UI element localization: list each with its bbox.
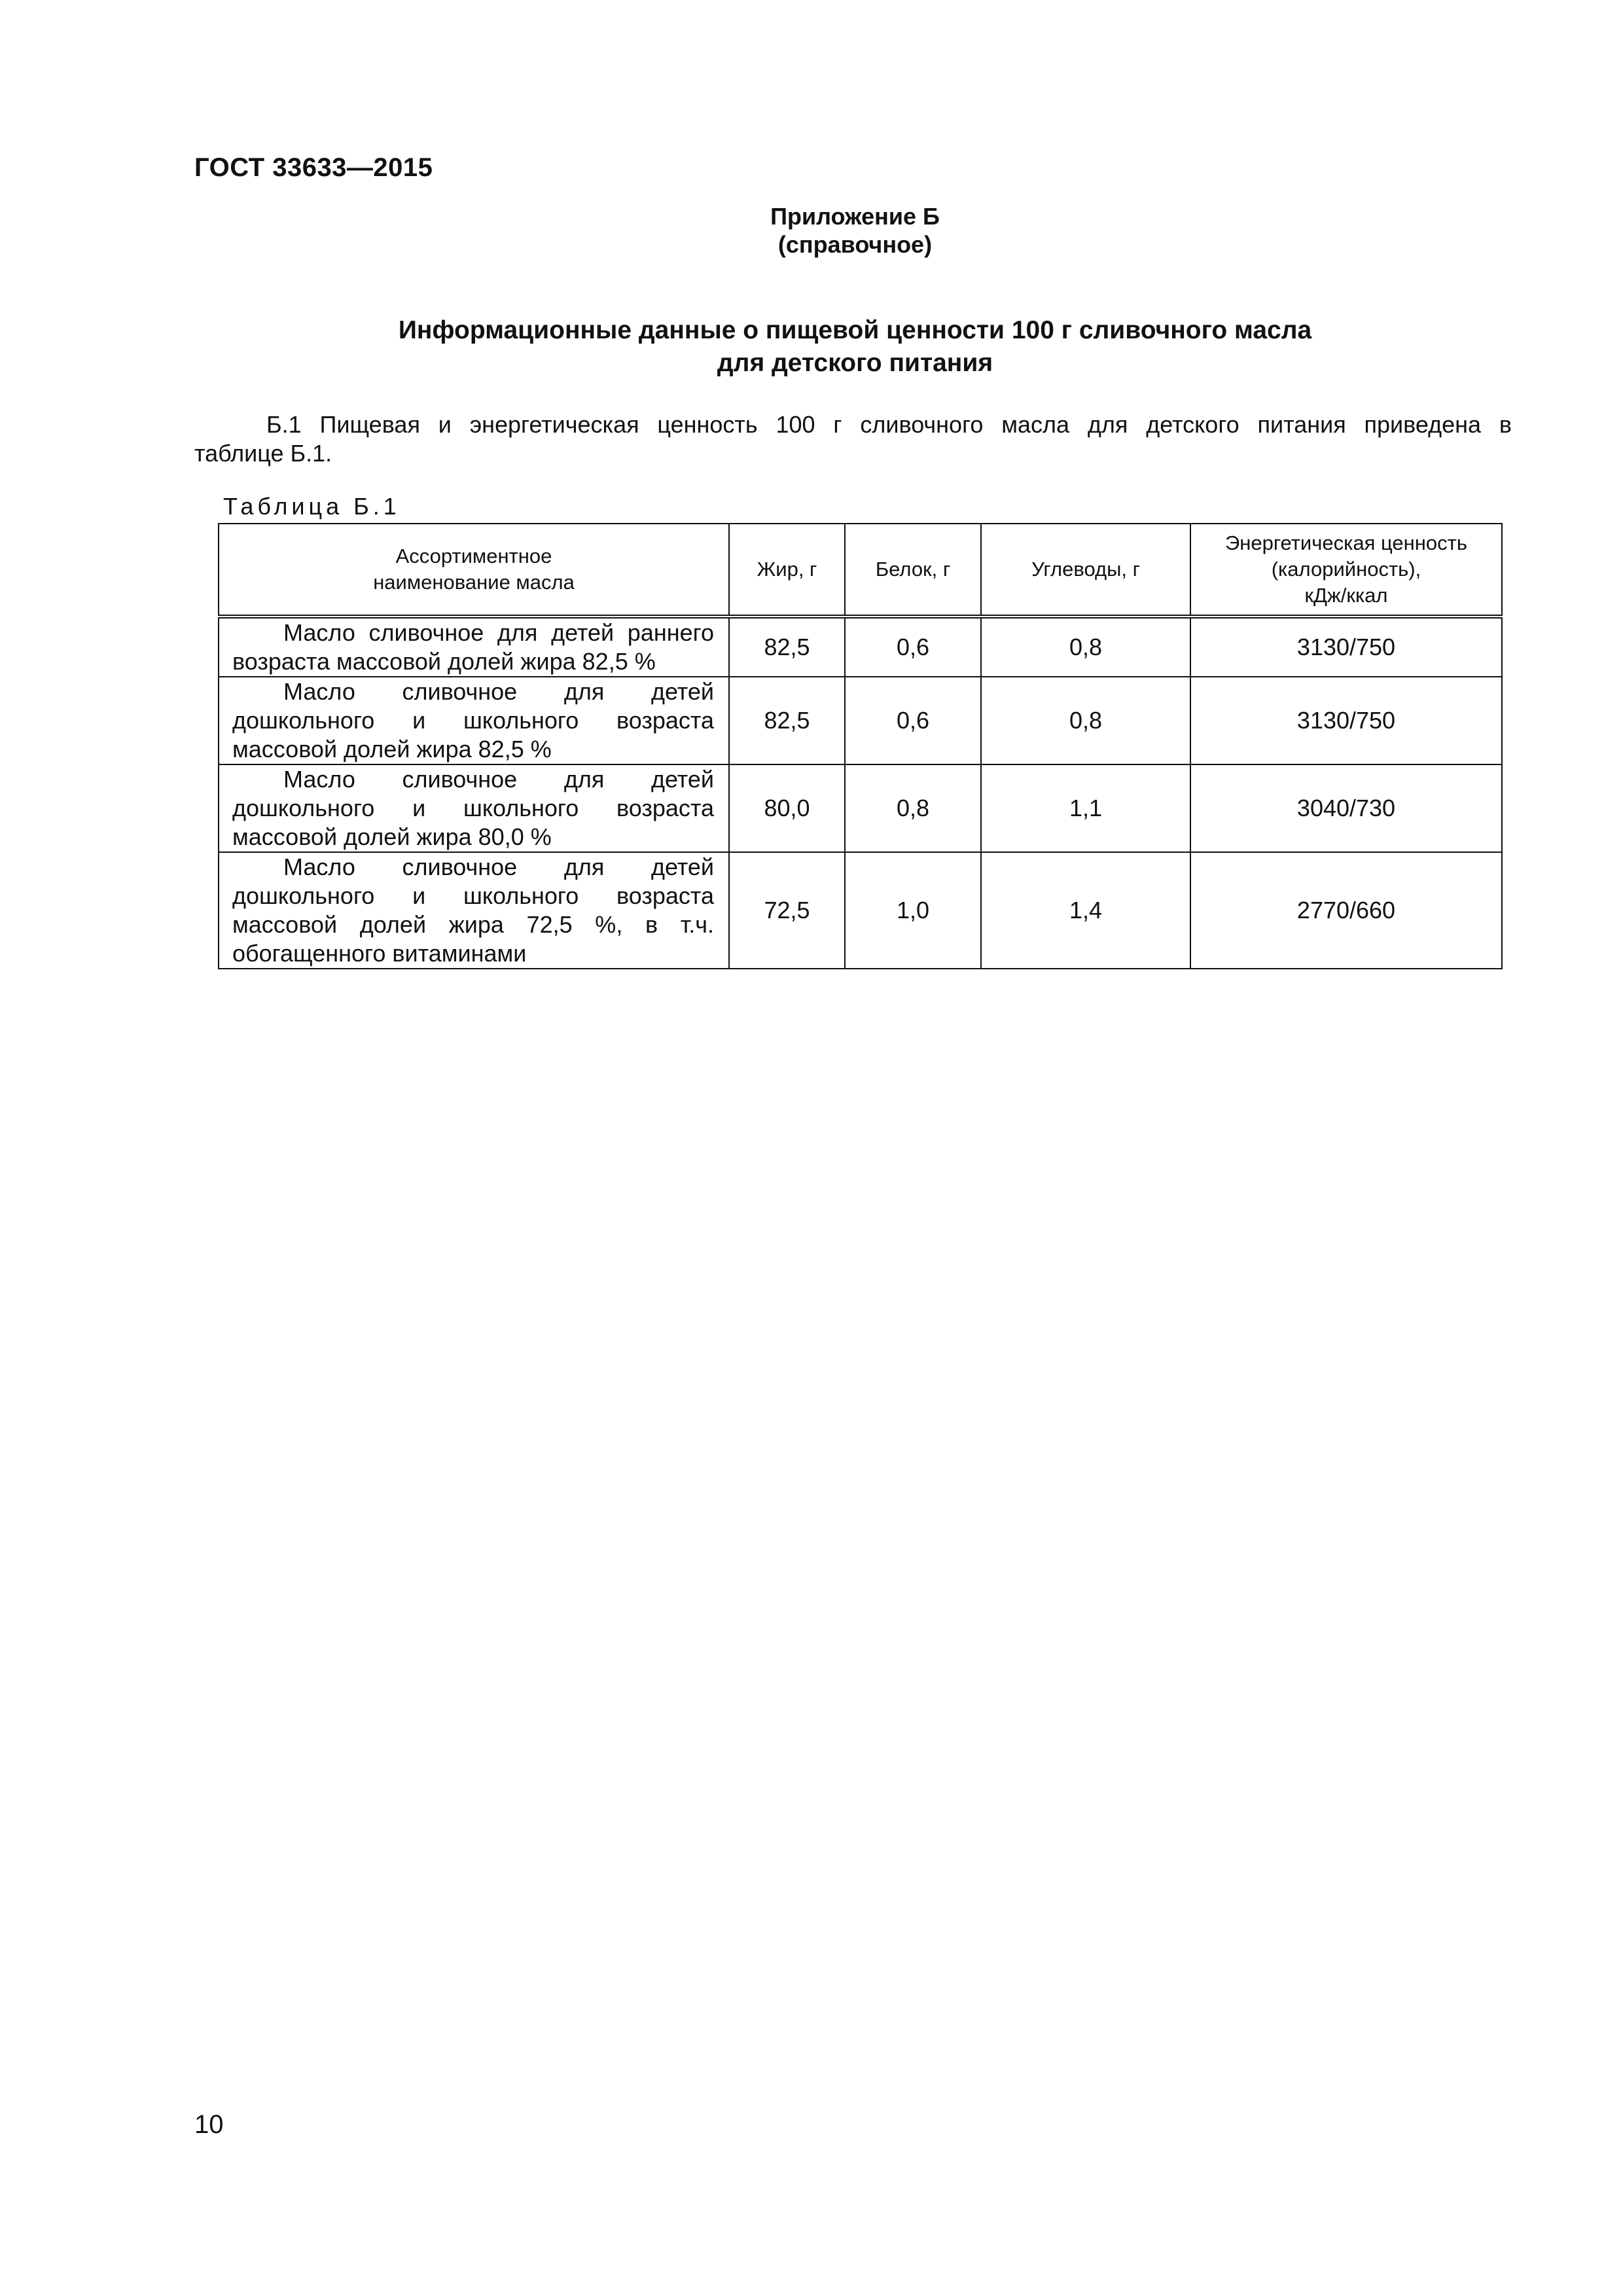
- header-energy-line1: Энергетическая ценность: [1225, 531, 1467, 554]
- document-code: ГОСТ 33633—2015: [194, 153, 433, 182]
- page-number: 10: [194, 2110, 224, 2139]
- paragraph-line2: таблице Б.1.: [194, 440, 332, 467]
- annex-title: Приложение Б: [770, 203, 940, 230]
- row-carbs: 0,8: [981, 677, 1190, 764]
- row-energy: 3130/750: [1190, 617, 1502, 677]
- row-energy: 2770/660: [1190, 852, 1502, 969]
- row-name-text: Масло сливочное для детей дошкольного и школьного возраста массовой долей жира 82,5 %: [232, 678, 714, 762]
- header-protein: Белок, г: [845, 524, 981, 617]
- row-carbs: 1,1: [981, 764, 1190, 852]
- row-name-text: Масло сливочное для детей дошкольного и школьного возраста массовой долей жира 80,0 %: [232, 766, 714, 850]
- row-protein: 0,6: [845, 617, 981, 677]
- paragraph-line1: Б.1 Пищевая и энергетическая ценность 100 г сливочного масла для детского питания приведена в: [266, 411, 1512, 438]
- header-name-line2: наименование масла: [373, 571, 575, 594]
- row-fat: 80,0: [729, 764, 845, 852]
- row-name: [219, 617, 729, 677]
- row-fat: 82,5: [729, 617, 845, 677]
- row-name: [219, 764, 729, 852]
- row-energy: 3040/730: [1190, 764, 1502, 852]
- table-row: [219, 852, 1502, 969]
- row-energy: 3130/750: [1190, 677, 1502, 764]
- section-heading-line1: Информационные данные о пищевой ценности 100 г сливочного масла: [398, 316, 1312, 344]
- header-energy: [1190, 524, 1502, 617]
- row-protein: 0,6: [845, 677, 981, 764]
- row-name-text: Масло сливочное для детей дошкольного и школьного возраста массовой долей жира 72,5 %, в т.ч. обогащенного витаминами: [232, 853, 714, 967]
- header-name-line1: Ассортиментное: [395, 545, 552, 567]
- row-name: [219, 677, 729, 764]
- header-energy-line2: (калорийность),: [1271, 558, 1421, 581]
- header-energy-line3: кДж/ккал: [1304, 584, 1388, 607]
- table-row: [219, 617, 1502, 677]
- table-row: [219, 677, 1502, 764]
- row-name-text: Масло сливочное для детей раннего возраста массовой долей жира 82,5 %: [232, 619, 714, 675]
- row-carbs: 1,4: [981, 852, 1190, 969]
- table-header-row: [219, 524, 1502, 617]
- row-protein: 1,0: [845, 852, 981, 969]
- row-name: [219, 852, 729, 969]
- row-fat: 72,5: [729, 852, 845, 969]
- row-protein: 0,8: [845, 764, 981, 852]
- row-fat: 82,5: [729, 677, 845, 764]
- annex-kind: (справочное): [777, 231, 933, 258]
- row-carbs: 0,8: [981, 617, 1190, 677]
- table-label: Таблица Б.1: [223, 493, 401, 520]
- nutrition-table: [218, 523, 1503, 969]
- section-heading-line2: для детского питания: [717, 349, 993, 377]
- header-carbs: Углеводы, г: [981, 524, 1190, 617]
- header-name: [219, 524, 729, 617]
- table-row: [219, 764, 1502, 852]
- header-fat: Жир, г: [729, 524, 845, 617]
